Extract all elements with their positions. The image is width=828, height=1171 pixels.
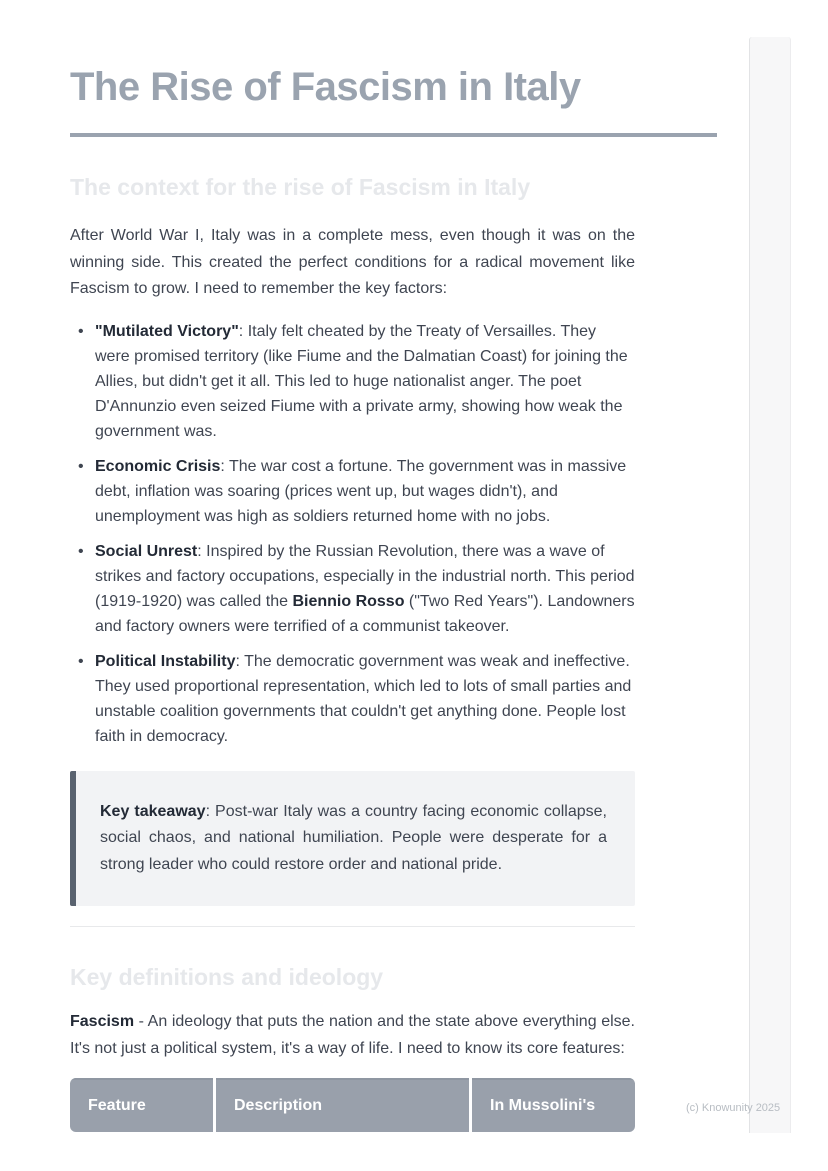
bullet-icon: • (78, 457, 84, 475)
list-item-text: Economic Crisis: The war cost a fortune. The government was in massive debt, inflation was soaring (prices went up, but wages didn't), and unemployment was high as soldiers returned home with no jobs. (95, 457, 627, 525)
callout-text: Key takeaway: Post-war Italy was a country facing economic collapse, social chaos, and national humiliation. People were desperate for a strong leader who could restore order and national pride. (100, 802, 607, 873)
key-takeaway-callout (70, 771, 635, 907)
section-heading-definitions: Key definitions and ideology (70, 964, 384, 990)
title-underline (70, 133, 717, 137)
section-divider (70, 926, 635, 927)
table-header-cell: In Mussolini's (472, 1078, 635, 1132)
document-content (70, 0, 635, 1132)
intro-paragraph: After World War I, Italy was in a complete mess, even though it was on the winning side. This created the perfect conditions for a radical movement like Fascism to grow. I need to remember the key factors: (70, 227, 635, 297)
table-header-cell: Description (216, 1078, 469, 1132)
list-item (70, 649, 635, 749)
table-header-cell: Feature (70, 1078, 213, 1132)
list-item (70, 319, 635, 444)
definition-paragraph: Fascism - An ideology that puts the nation and the state above everything else. It's not just a political system, it's a way of life. I need to know its core features: (70, 1013, 635, 1057)
bullet-icon: • (78, 652, 84, 670)
key-factors-list (70, 319, 635, 749)
bullet-icon: • (78, 322, 84, 340)
page-title: The Rise of Fascism in Italy (70, 65, 581, 109)
list-item-text: Social Unrest: Inspired by the Russian Revolution, there was a wave of strikes and factory occupations, especially in the industrial north. This period (1919-1920) was called the Biennio Rosso ("Two Red Years"). Landowners and factory owners were terrified of a communist takeover. (95, 542, 635, 635)
list-item-text: Political Instability: The democratic government was weak and ineffective. They used proportional representation, which led to lots of small parties and unstable coalition governments that couldn't get anything done. People lost faith in democracy. (95, 652, 632, 745)
list-item (70, 539, 635, 639)
list-item (70, 454, 635, 529)
list-item-text: "Mutilated Victory": Italy felt cheated by the Treaty of Versailles. They were promised territory (like Fiume and the Dalmatian Coast) for joining the Allies, but didn't get it all. This led to huge nationalist anger. The poet D'Annunzio even seized Fiume with a private army, showing how weak the government was. (95, 322, 628, 440)
section-heading-context: The context for the rise of Fascism in Italy (70, 174, 531, 200)
feature-table (70, 1078, 635, 1132)
copyright-note: (c) Knowunity 2025 (686, 1102, 781, 1114)
bullet-icon: • (78, 542, 84, 560)
next-page-edge (749, 37, 791, 1133)
